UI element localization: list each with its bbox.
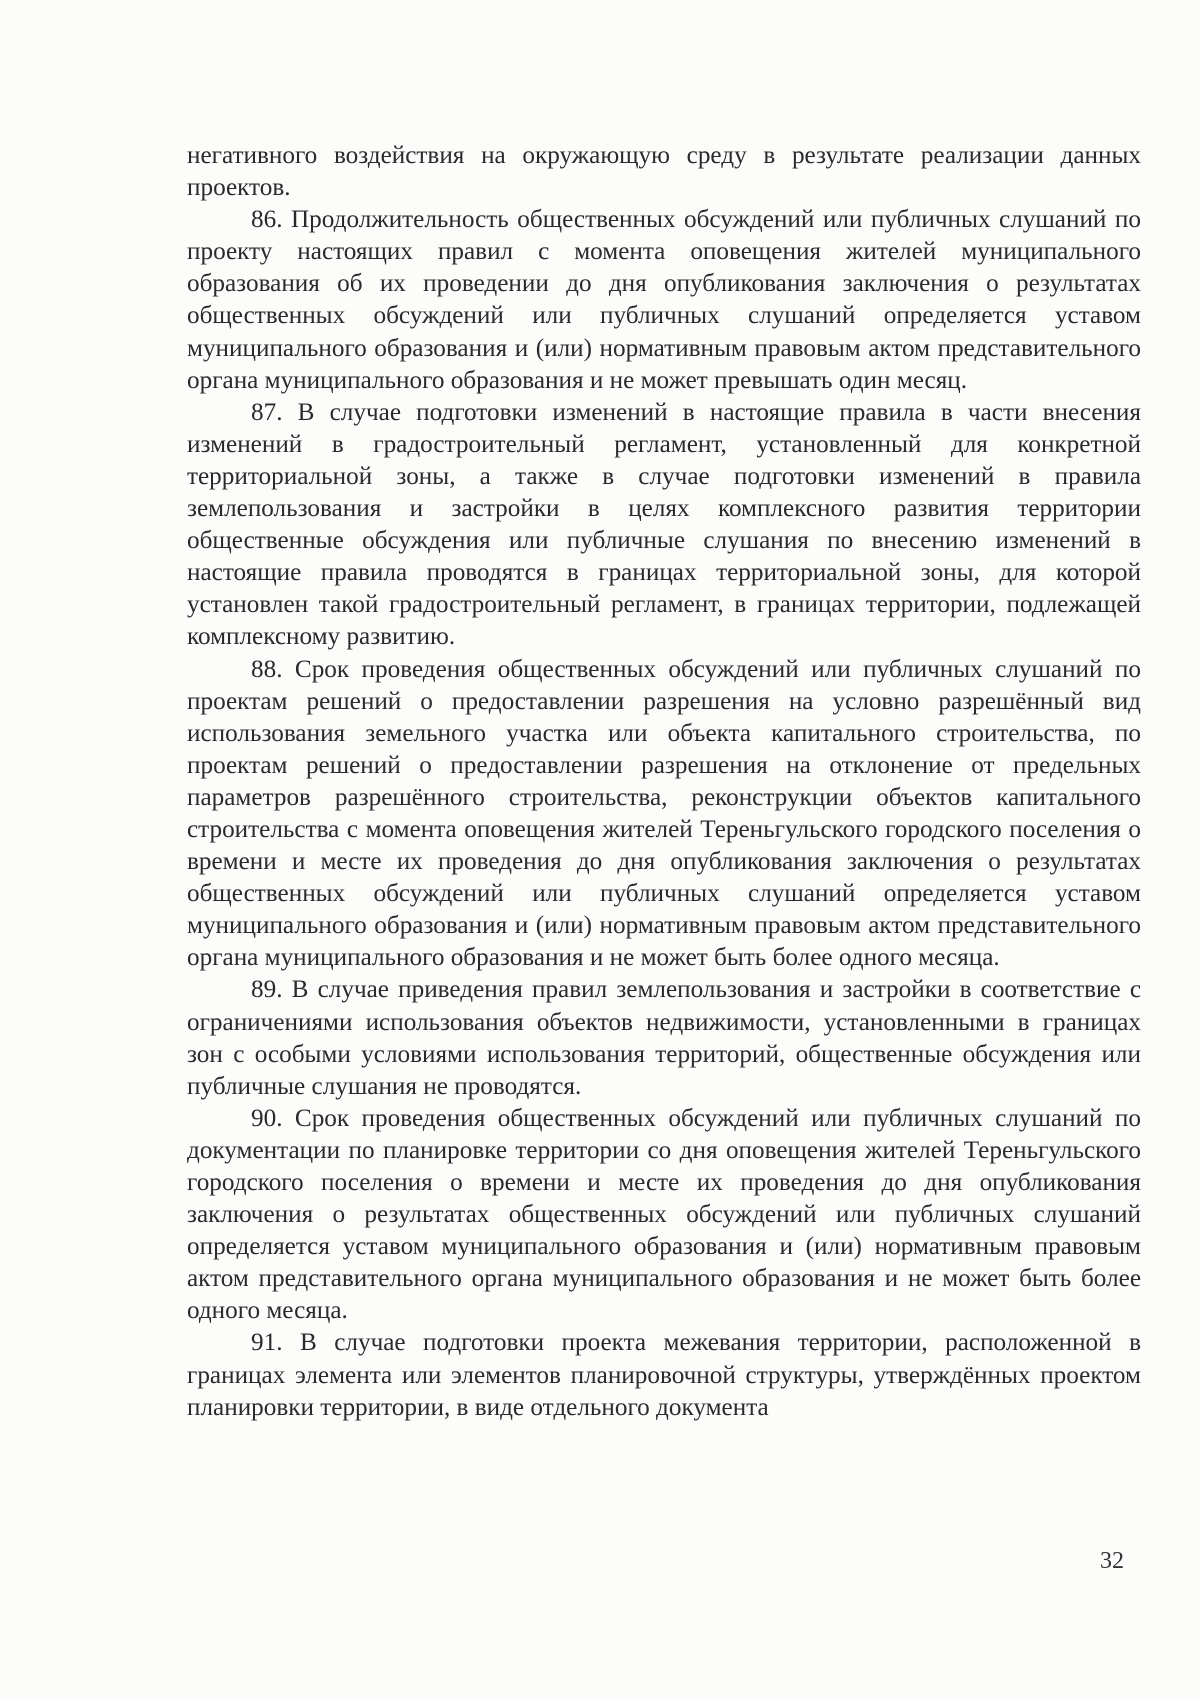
paragraph-87: 87. В случае подготовки изменений в настоящие правила в части внесения изменений в градостроительный регламент, установленный для конкретной территориальной зоны, а также в случае подготовки изменений в правила землепользования и застройки в целях комплексного развития территории общественные обсуждения или публичные слушания по внесению изменений в настоящие правила проводятся в границах территориальной зоны, для которой установлен такой градостроительный регламент, в границах территории, подлежащей комплексному развитию. [187, 398, 1141, 651]
paragraph-86: 86. Продолжительность общественных обсуждений или публичных слушаний по проекту настоящих правил с момента оповещения жителей муниципального образования об их проведении до дня опубликования заключения о результатах общественных обсуждений или публичных слушаний определяется уставом муниципального образования и (или) нормативным правовым актом представительного органа муниципального образования и не может превышать один месяц. [187, 206, 1141, 394]
body-text [187, 140, 1141, 1424]
paragraph-91: 91. В случае подготовки проекта межевания территории, расположенной в границах элемента или элементов планировочной структуры, утверждённых проектом планировки территории, в виде отдельного документа [187, 1329, 1141, 1421]
paragraph-89: 89. В случае приведения правил землепользования и застройки в соответствие с ограничениями использования объектов недвижимости, установленными в границах зон с особыми условиями использования территорий, общественные обсуждения или публичные слушания не проводятся. [187, 976, 1141, 1100]
paragraph-90: 90. Срок проведения общественных обсуждений или публичных слушаний по документации по планировке территории со дня оповещения жителей Тереньгульского городского поселения о времени и месте их проведения до дня опубликования заключения о результатах общественных обсуждений или публичных слушаний определяется уставом муниципального образования и (или) нормативным правовым актом представительного органа муниципального образования и не может быть более одного месяца. [187, 1104, 1141, 1325]
page-number: 32 [1100, 1548, 1124, 1574]
paragraph-88: 88. Срок проведения общественных обсуждений или публичных слушаний по проектам решений о предоставлении разрешения на условно разрешённый вид использования земельного участка или объекта капитального строительства, по проектам решений о предоставлении разрешения на отклонение от предельных параметров разрешённого строительства, реконструкции объектов капитального строительства с момента оповещения жителей Тереньгульского городского поселения о времени и месте их проведения до дня опубликования заключения о результатах общественных обсуждений или публичных слушаний определяется уставом муниципального образования и (или) нормативным правовым актом представительного органа муниципального образования и не может быть более одного месяца. [187, 655, 1141, 972]
paragraph-continuation: негативного воздействия на окружающую среду в результате реализации данных проектов. [187, 142, 1141, 202]
